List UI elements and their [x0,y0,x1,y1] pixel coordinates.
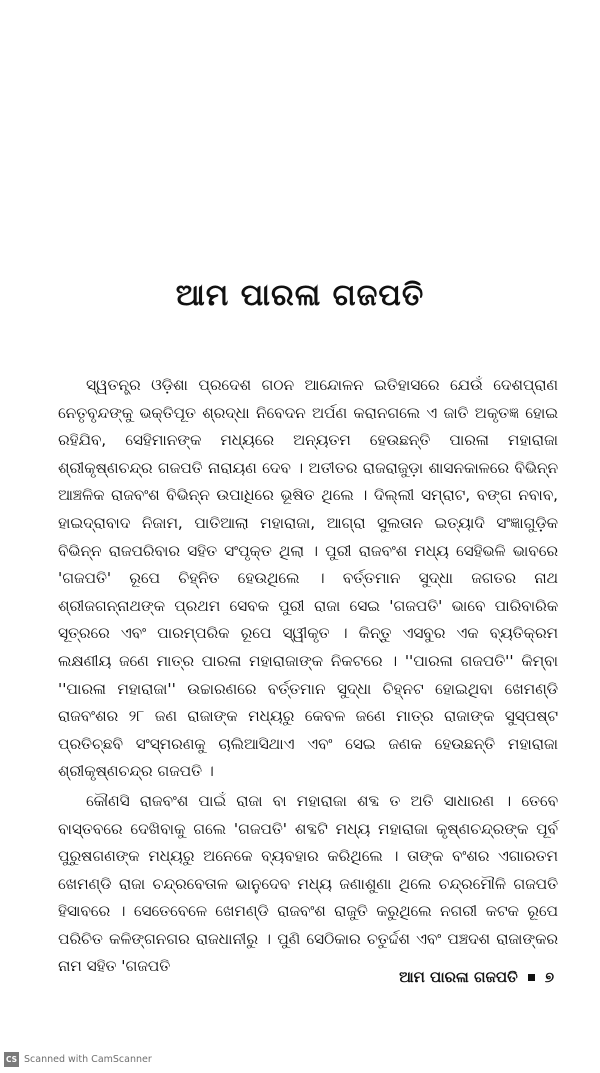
page-number: ୭ [544,968,554,986]
page-title: ଆମ ପାରଳା ଗଜପତି [175,278,425,313]
paragraph-2: କୌଣସି ରାଜବଂଶ ପାଇଁ ରାଜା ବା ମହାରାଜା ଶବ୍ଦ ତ ଅତି ସାଧାରଣ । ତେବେ ବାସ୍ତବରେ ଦେଖିବାକୁ ଗଲେ 'ଗଜପତି' ଶବ୍ଦଟି ମଧ୍ୟ ମହାରାଜା କୃଷ୍ଣଚନ୍ଦ୍ରଙ୍କ ପୂର୍ବ ପୁରୁଷଗଣଙ୍କ ମଧ୍ୟରୁ ଅନେକେ ବ୍ୟବହାର କରିଥିଲେ । ତାଙ୍କ ବଂଶର ଏଗାରତମ ଖେମଣ୍ଡି ରାଜା ଚନ୍ଦ୍ରବେତାଳ ଭାନୁଦେବ ମଧ୍ୟ ଜଣାଶୁଣା ଥିଲେ ଚନ୍ଦ୍ରମୌଳି ଗଜପତି ହିସାବରେ । ସେତେବେଳେ ଖେମଣ୍ଡି ରାଜବଂଶ ରାଜୁତି କରୁଥିଲେ ନଗରୀ କଟକ ରୂପେ ପରିଚିତ କଳିଙ୍ଗନଗର ରାଜଧାନୀରୁ । ପୁଣି ସେଠିକାର ଚତୁର୍ଦ୍ଦଶ ଏବଂ ପଞ୍ଚଦଶ ରାଜାଙ୍କର ନାମ ସହିତ 'ଗଜପତି [58,791,559,976]
body-text [58,372,558,981]
camscanner-logo-icon: CS [4,1052,19,1067]
paragraph-1: ସ୍ୱତନ୍ତ୍ର ଓଡ଼ିଶା ପ୍ରଦେଶ ଗଠନ ଆନ୍ଦୋଳନ ଇତିହାସରେ ଯେଉଁ ଦେଶପ୍ରାଣ ନେତୃବୃନ୍ଦଙ୍କୁ ଭକ୍ତିପୂତ ଶ୍ରଦ୍ଧା ନିବେଦନ ଅର୍ପଣ କରାନଗଲେ ଏ ଜାତି ଅକୃତଜ୍ଞ ହୋଇ ରହିଯିବ, ସେହିମାନଙ୍କ ମଧ୍ୟରେ ଅନ୍ୟତମ ହେଉଛନ୍ତି ପାରଳା ମହାରାଜା ଶ୍ରୀକୃଷ୍ଣଚନ୍ଦ୍ର ଗଜପତି ନାରାୟଣ ଦେବ । ଅତୀତର ରାଜରାଜୁଡ଼ା ଶାସନକାଳରେ ବିଭିନ୍ନ ଆଞ୍ଚଳିକ ରାଜବଂଶ ବିଭିନ୍ନ ଉପାଧିରେ ଭୂଷିତ ଥିଲେ । ଦିଲ୍ଲୀ ସମ୍ରାଟ, ବଙ୍ଗ ନବାବ, ହାଇଦ୍ରାବାଦ ନିଜାମ, ପାତିଆଲା ମହାରାଜା, ଆଗ୍ରା ସୁଲତାନ ଇତ୍ୟାଦି ସଂଜ୍ଞାଗୁଡ଼ିକ ବିଭିନ୍ନ ରାଜପରିବାର ସହିତ ସଂପୃକ୍ତ ଥିଲା । ପୁରୀ ରାଜବଂଶ ମଧ୍ୟ ସେହିଭଳି ଭାବରେ 'ଗଜପତି' ରୂପେ ଚିହ୍ନିତ ହେଉଥିଲେ । ବର୍ତ୍ତମାନ ସୁଦ୍ଧା ଜଗତର ନାଥ ଶ୍ରୀଜଗନ୍ନାଥଙ୍କ ପ୍ରଥମ ସେବକ ପୁରୀ ରାଜା ସେଇ 'ଗଜପତି' ଭାବେ ପାରିବାରିକ ସୂତ୍ରରେ ଏବଂ ପାରମ୍ପରିକ ରୂପେ ସ୍ୱୀକୃତ । କିନ୍ତୁ ଏସବୁର ଏକ ବ୍ୟତିକ୍ରମ ଲକ୍ଷଣୀୟ ଜଣେ ମାତ୍ର ପାରଳା ମହାରାଜାଙ୍କ ନିକଟରେ । ''ପାରଳା ଗଜପତି'' କିମ୍ବା ''ପାରଳା ମହାରାଜା'' ଉଚ୍ଚାରଣରେ ବର୍ତ୍ତମାନ ସୁଦ୍ଧା ଚିହ୍ନଟ ହୋଇଥିବା ଖେମଣ୍ଡି ରାଜବଂଶର ୨୮ ଜଣ ରାଜାଙ୍କ ମଧ୍ୟରୁ କେବଳ ଜଣେ ମାତ୍ର ରାଜାଙ୍କ ସୁସ୍ପଷ୍ଟ ପ୍ରତିଚ୍ଛବି ସଂସ୍ମରଣକୁ ଚାଲିଆସିଥାଏ ଏବଂ ସେଇ ଜଣକ ହେଉଛନ୍ତି ମହାରାଜା ଶ୍ରୀକୃଷ୍ଣଚନ୍ଦ୍ର ଗଜପତି । [58,376,558,781]
page-footer [399,968,554,986]
bullet-separator [528,974,535,981]
running-title: ଆମ ପାରଳା ଗଜପତି [399,968,518,986]
scanner-watermark [4,1052,152,1067]
scanner-text: Scanned with CamScanner [24,1054,152,1065]
